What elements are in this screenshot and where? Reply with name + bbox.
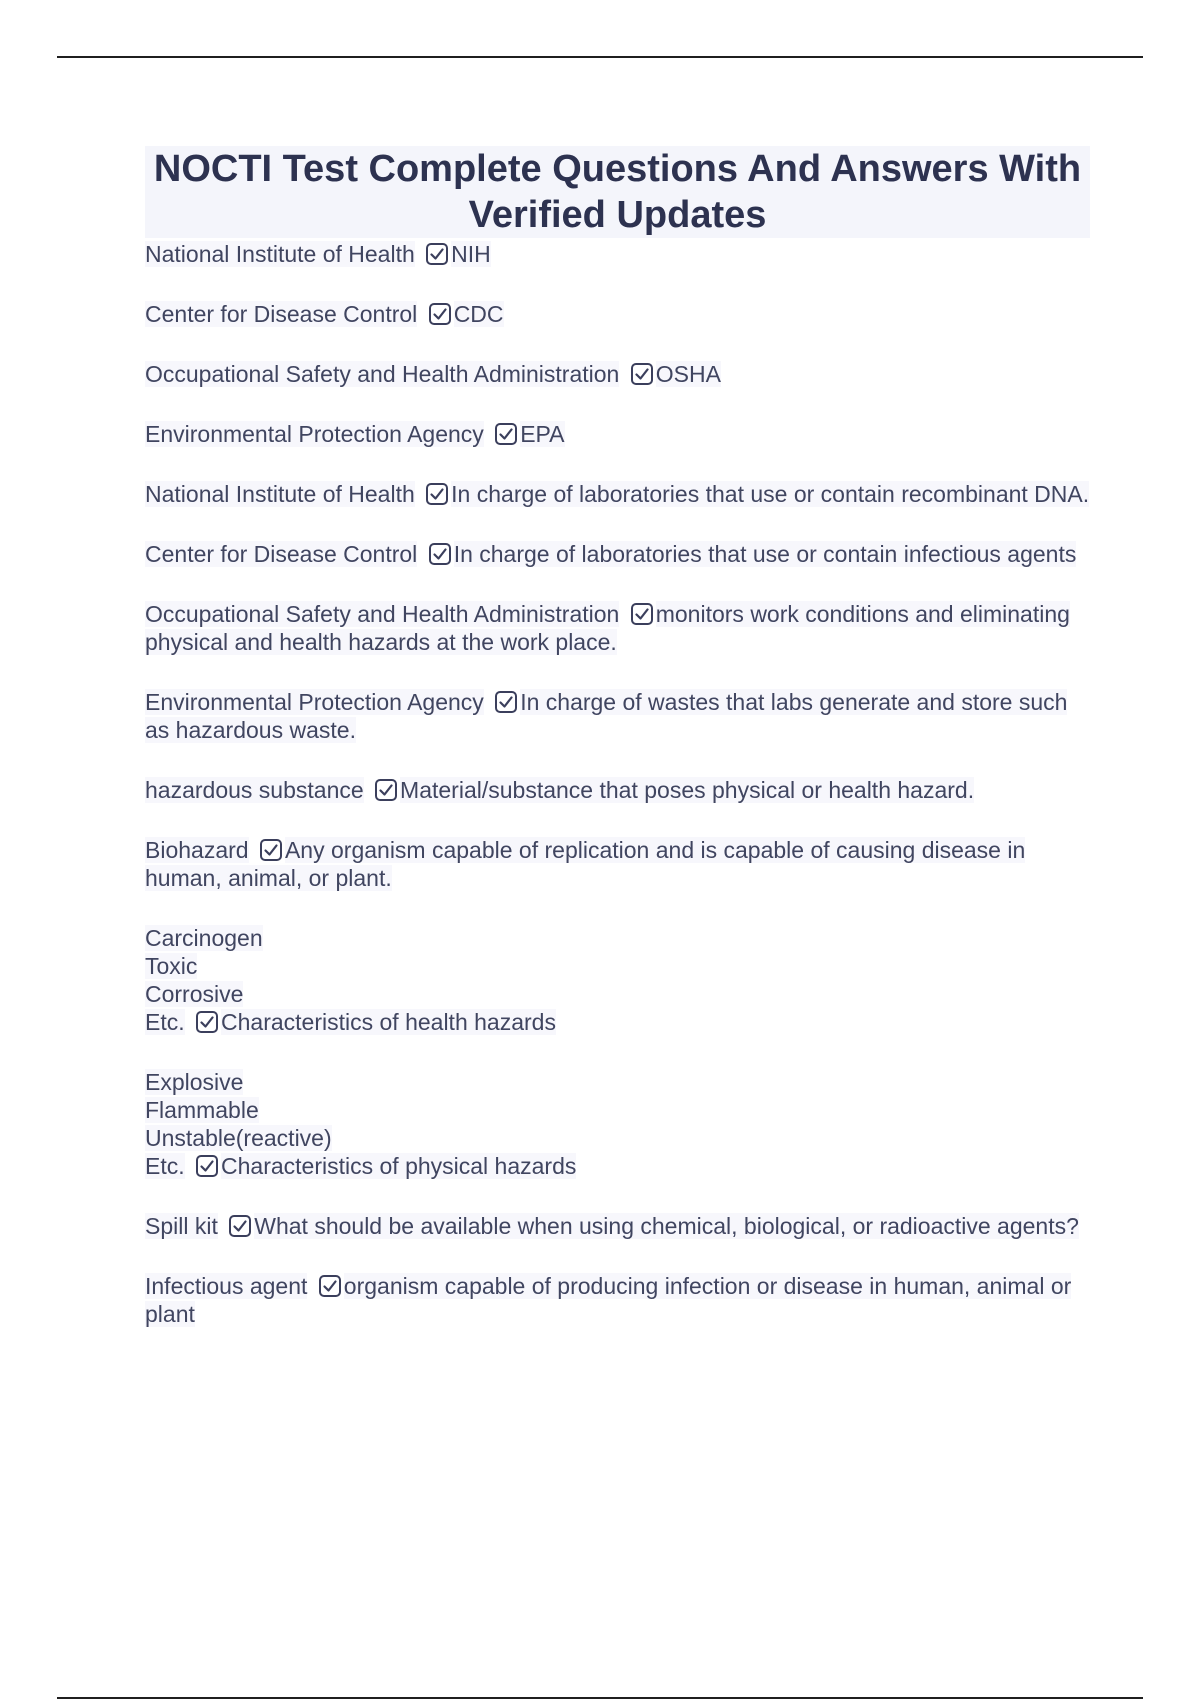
checkbox-checked-icon bbox=[630, 362, 654, 386]
qa-term: Explosive bbox=[145, 1069, 244, 1095]
qa-item bbox=[145, 480, 1090, 508]
qa-term: Environmental Protection Agency bbox=[145, 421, 484, 447]
qa-item bbox=[145, 1068, 1090, 1180]
qa-answer: CDC bbox=[453, 301, 504, 327]
qa-item bbox=[145, 420, 1090, 448]
qa-answer: In charge of laboratories that use or contain infectious agents bbox=[453, 541, 1077, 567]
qa-term: Infectious agent bbox=[145, 1273, 308, 1299]
qa-item bbox=[145, 924, 1090, 1036]
qa-item bbox=[145, 776, 1090, 804]
qa-item bbox=[145, 540, 1090, 568]
qa-term: Spill kit bbox=[145, 1213, 218, 1239]
qa-term: Corrosive bbox=[145, 981, 244, 1007]
qa-item bbox=[145, 360, 1090, 388]
checkbox-checked-icon bbox=[428, 302, 452, 326]
checkbox-checked-icon bbox=[374, 778, 398, 802]
qa-item bbox=[145, 688, 1090, 744]
qa-item bbox=[145, 1272, 1090, 1328]
qa-term: Biohazard bbox=[145, 837, 249, 863]
qa-term: National Institute of Health bbox=[145, 481, 415, 507]
qa-term: Toxic bbox=[145, 953, 198, 979]
checkbox-checked-icon bbox=[195, 1010, 219, 1034]
qa-term: Etc. bbox=[145, 1009, 185, 1035]
checkbox-checked-icon bbox=[630, 602, 654, 626]
qa-item bbox=[145, 600, 1090, 656]
checkbox-checked-icon bbox=[228, 1214, 252, 1238]
top-rule bbox=[57, 56, 1143, 58]
qa-term: Occupational Safety and Health Administration bbox=[145, 601, 620, 627]
qa-term: Environmental Protection Agency bbox=[145, 689, 484, 715]
bottom-rule bbox=[57, 1697, 1143, 1699]
qa-term: Etc. bbox=[145, 1153, 185, 1179]
qa-term: Center for Disease Control bbox=[145, 541, 418, 567]
qa-answer: Any organism capable of replication and is capable of causing disease in human, animal, or plant. bbox=[145, 837, 1026, 891]
qa-list bbox=[145, 240, 1090, 1328]
qa-answer: NIH bbox=[451, 241, 491, 267]
qa-item bbox=[145, 300, 1090, 328]
qa-answer: monitors work conditions and eliminating physical and health hazards at the work place. bbox=[145, 601, 1070, 655]
qa-item bbox=[145, 240, 1090, 268]
qa-term: Unstable(reactive) bbox=[145, 1125, 332, 1151]
checkbox-checked-icon bbox=[318, 1274, 342, 1298]
qa-answer: Material/substance that poses physical or health hazard. bbox=[400, 777, 975, 803]
checkbox-checked-icon bbox=[195, 1154, 219, 1178]
qa-item bbox=[145, 836, 1090, 892]
qa-answer: In charge of laboratories that use or contain recombinant DNA. bbox=[451, 481, 1090, 507]
qa-answer: What should be available when using chemical, biological, or radioactive agents? bbox=[254, 1213, 1079, 1239]
qa-term: Occupational Safety and Health Administration bbox=[145, 361, 620, 387]
document-body bbox=[145, 146, 1090, 1360]
qa-answer: OSHA bbox=[655, 361, 721, 387]
checkbox-checked-icon bbox=[494, 422, 518, 446]
qa-term: hazardous substance bbox=[145, 777, 364, 803]
qa-term: National Institute of Health bbox=[145, 241, 415, 267]
checkbox-checked-icon bbox=[425, 242, 449, 266]
qa-term: Carcinogen bbox=[145, 925, 263, 951]
page-title: NOCTI Test Complete Questions And Answers With Verified Updates bbox=[145, 146, 1090, 238]
qa-answer: Characteristics of physical hazards bbox=[221, 1153, 577, 1179]
qa-answer: EPA bbox=[520, 421, 565, 447]
qa-term: Flammable bbox=[145, 1097, 259, 1123]
qa-item bbox=[145, 1212, 1090, 1240]
checkbox-checked-icon bbox=[494, 690, 518, 714]
qa-answer: organism capable of producing infection or disease in human, animal or plant bbox=[145, 1273, 1072, 1327]
checkbox-checked-icon bbox=[259, 838, 283, 862]
qa-term: Center for Disease Control bbox=[145, 301, 418, 327]
checkbox-checked-icon bbox=[425, 482, 449, 506]
qa-answer: Characteristics of health hazards bbox=[221, 1009, 556, 1035]
qa-answer: In charge of wastes that labs generate and store such as hazardous waste. bbox=[145, 689, 1068, 743]
checkbox-checked-icon bbox=[428, 542, 452, 566]
